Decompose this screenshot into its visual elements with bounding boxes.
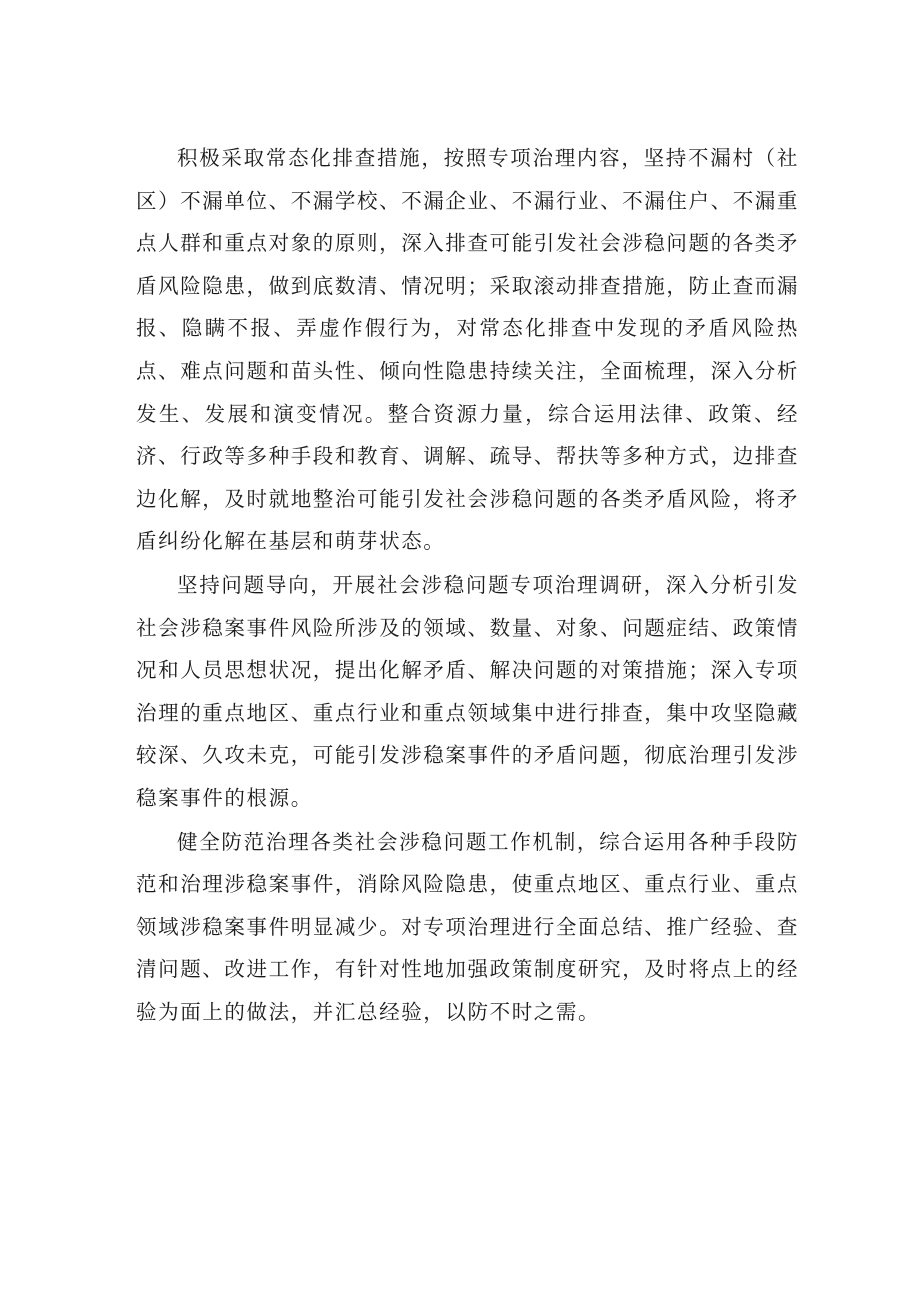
paragraph-3: 健全防范治理各类社会涉稳问题工作机制，综合运用各种手段防范和治理涉稳案事件，消除风险隐患，使重点地区、重点行业、重点领域涉稳案事件明显减少。对专项治理进行全面总结、推广经验、查清问题、改进工作，有针对性地加强政策制度研究，及时将点上的经验为面上的做法，并汇总经验，以防不时之需。 (136, 829, 799, 1024)
paragraph-1: 积极采取常态化排查措施，按照专项治理内容，坚持不漏村（社区）不漏单位、不漏学校、不漏企业、不漏行业、不漏住户、不漏重点人群和重点对象的原则，深入排查可能引发社会涉稳问题的各类矛盾风险隐患，做到底数清、情况明；采取滚动排查措施，防止查而漏报、隐瞒不报、弄虚作假行为，对常态化排查中发现的矛盾风险热点、难点问题和苗头性、倾向性隐患持续关注，全面梳理，深入分析发生、发展和演变情况。整合资源力量，综合运用法律、政策、经济、行政等多种手段和教育、调解、疏导、帮扶等多种方式，边排查边化解，及时就地整治可能引发社会涉稳问题的各类矛盾风险，将矛盾纠纷化解在基层和萌芽状态。 (136, 146, 799, 554)
paragraph-2: 坚持问题导向，开展社会涉稳问题专项治理调研，深入分析引发社会涉稳案事件风险所涉及的领域、数量、对象、问题症结、政策情况和人员思想状况，提出化解矛盾、解决问题的对策措施；深入专项治理的重点地区、重点行业和重点领域集中进行排查，集中攻坚隐藏较深、久攻未克，可能引发涉稳案事件的矛盾问题，彻底治理引发涉稳案事件的根源。 (136, 572, 799, 810)
document-page (136, 137, 799, 1034)
